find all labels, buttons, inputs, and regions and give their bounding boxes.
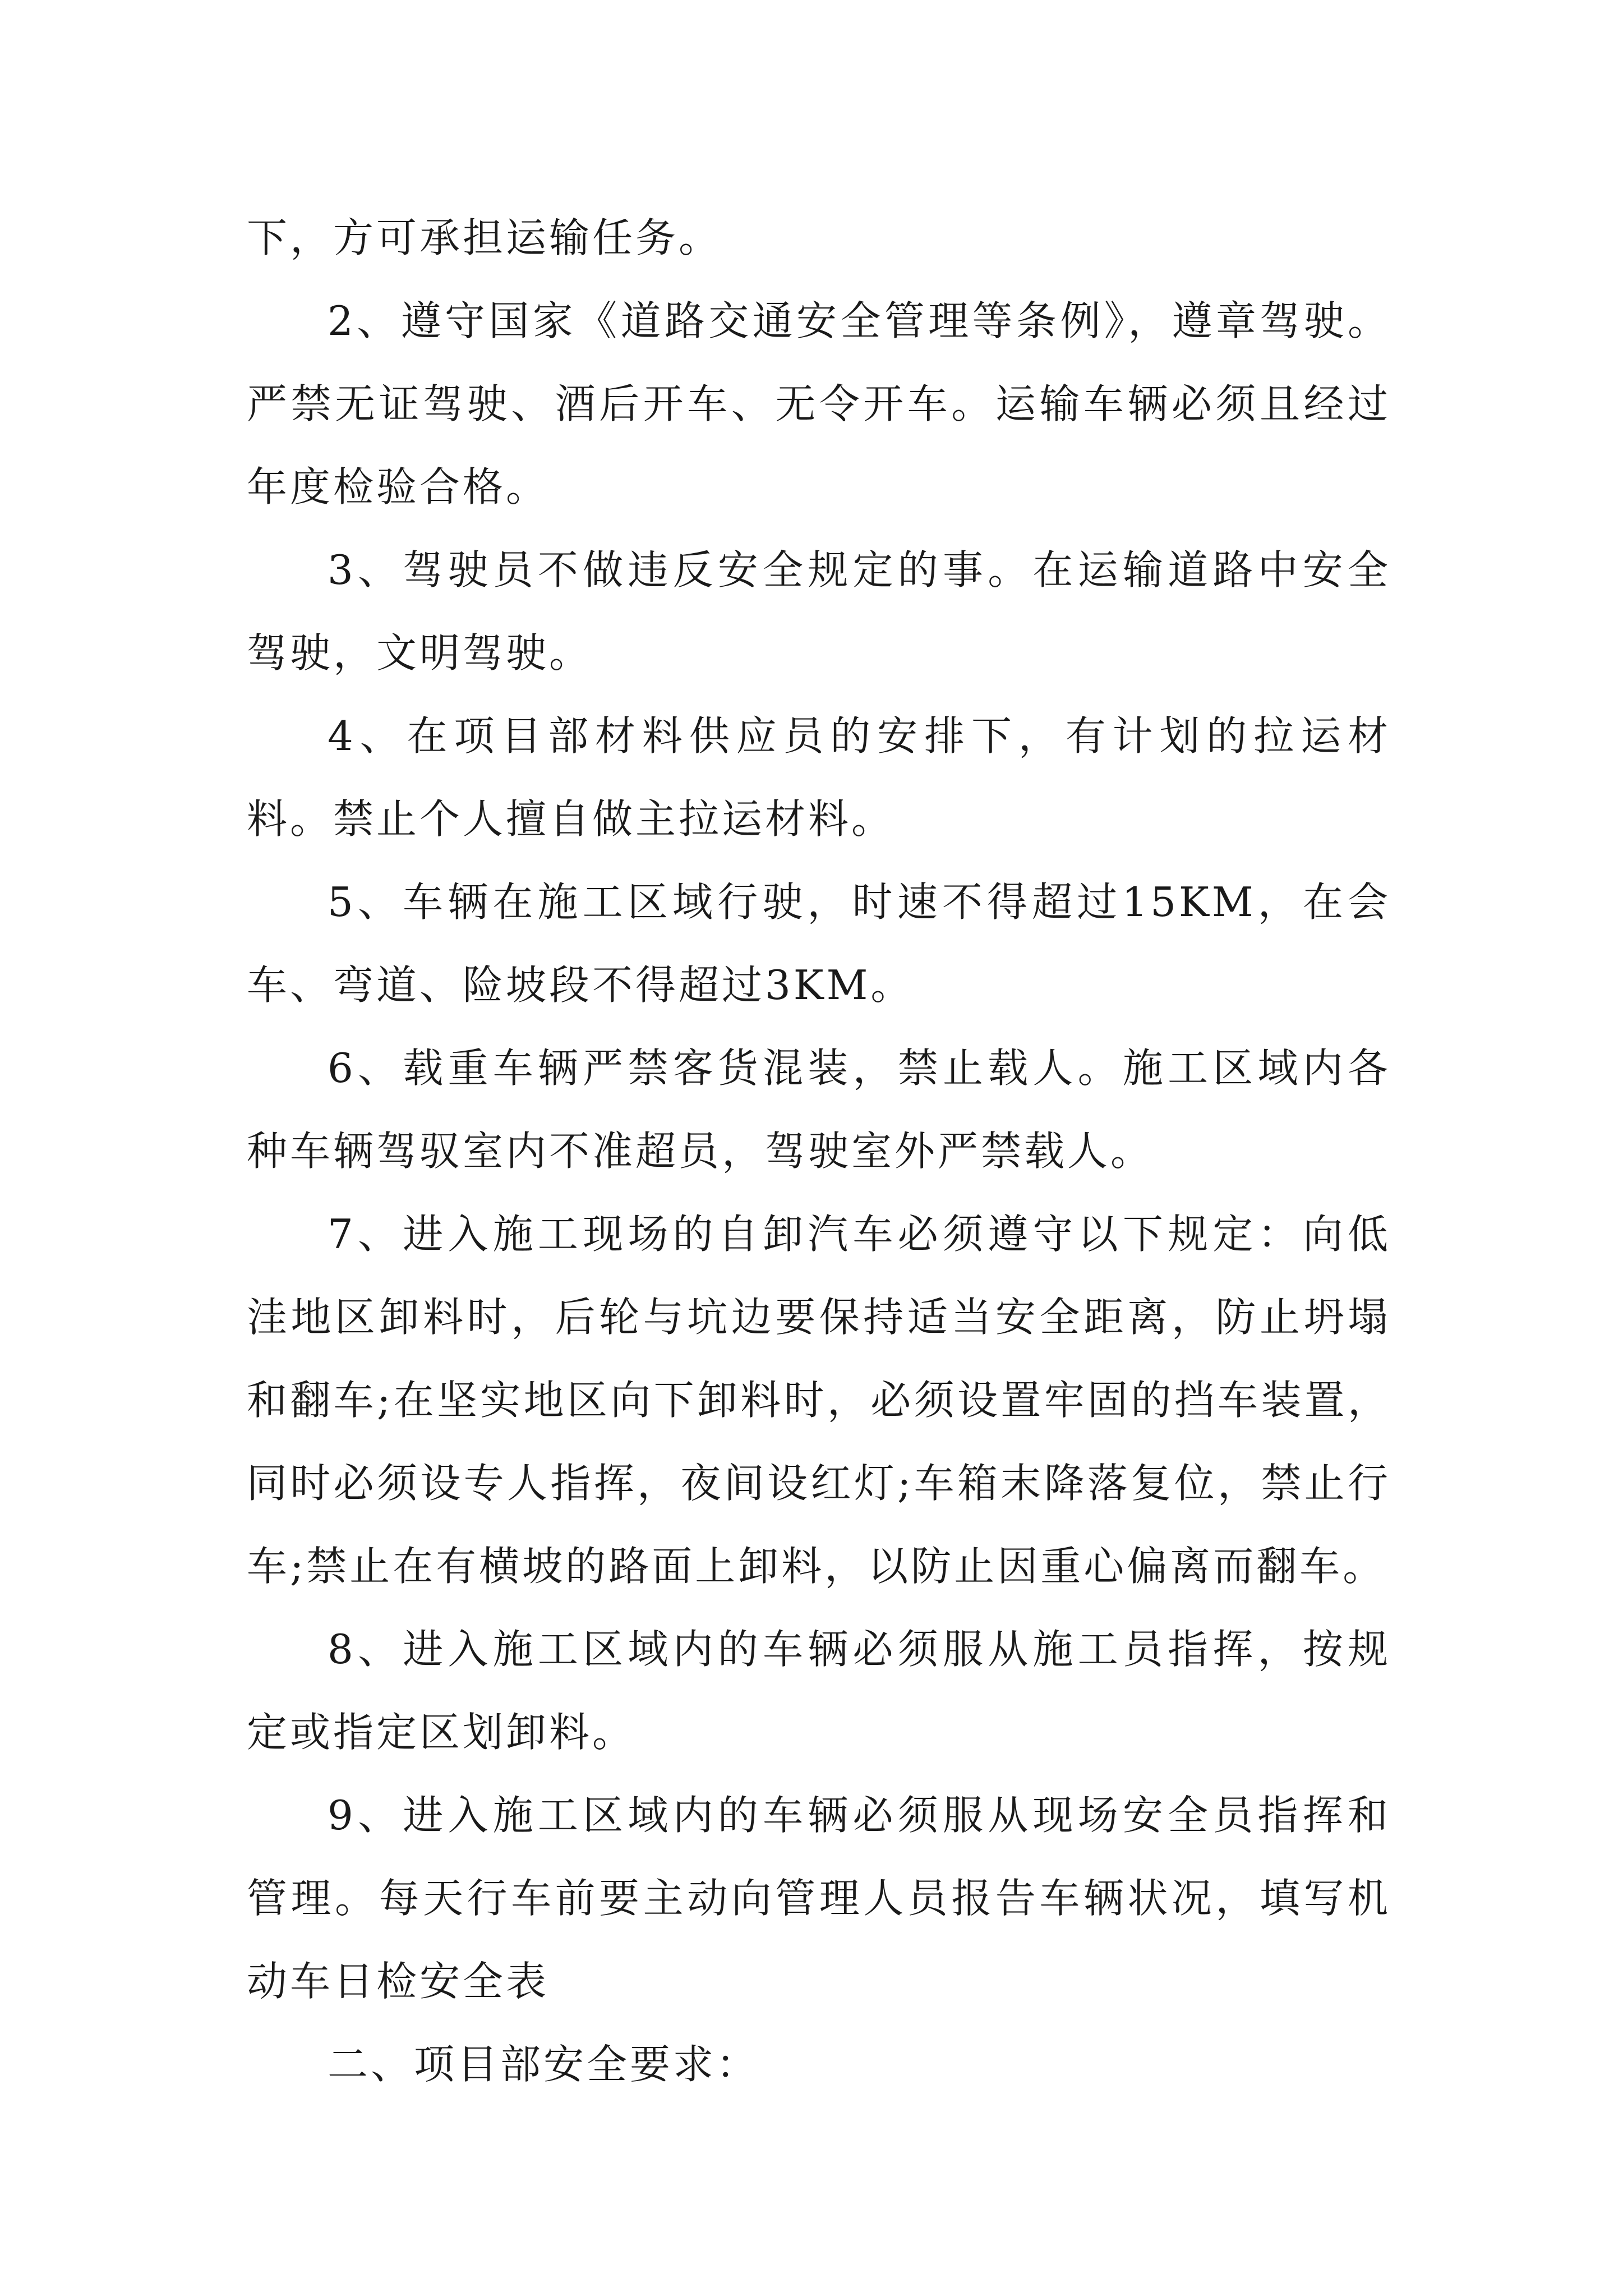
paragraph-item-6: 6、载重车辆严禁客货混装，禁止载人。施工区域内各种车辆驾驭室内不准超员，驾驶室外严禁载人。 (247, 1045, 1391, 1175)
paragraph-item-2: 2、遵守国家《道路交通安全管理等条例》，遵章驾驶。严禁无证驾驶、酒后开车、无令开车。运输车辆必须且经过年度检验合格。 (247, 297, 1391, 510)
paragraph-continuation: 下，方可承担运输任务。 (247, 214, 722, 261)
section-heading-2: 二、项目部安全要求： (328, 2041, 760, 2088)
paragraph-item-4: 4、在项目部材料供应员的安排下，有计划的拉运材料。禁止个人擅自做主拉运材料。 (247, 712, 1391, 843)
paragraph-item-7: 7、进入施工现场的自卸汽车必须遵守以下规定：向低洼地区卸料时，后轮与坑边要保持适当安全距离，防止坍塌和翻车;在坚实地区向下卸料时，必须设置牢固的挡车装置，同时必须设专人指挥，夜间设红灯;车箱末降落复位，禁止行车;禁止在有横坡的路面上卸料，以防止因重心偏离而翻车。 (247, 1211, 1391, 1590)
paragraph-item-8: 8、进入施工区域内的车辆必须服从施工员指挥，按规定或指定区划卸料。 (247, 1626, 1391, 1756)
document-body (247, 196, 1391, 2106)
paragraph-item-9: 9、进入施工区域内的车辆必须服从现场安全员指挥和管理。每天行车前要主动向管理人员报告车辆状况，填写机动车日检安全表 (247, 1792, 1391, 2005)
paragraph-item-5: 5、车辆在施工区域行驶，时速不得超过15KM，在会车、弯道、险坡段不得超过3KM。 (247, 878, 1391, 1009)
paragraph-item-3: 3、驾驶员不做违反安全规定的事。在运输道路中安全驾驶，文明驾驶。 (247, 546, 1391, 677)
